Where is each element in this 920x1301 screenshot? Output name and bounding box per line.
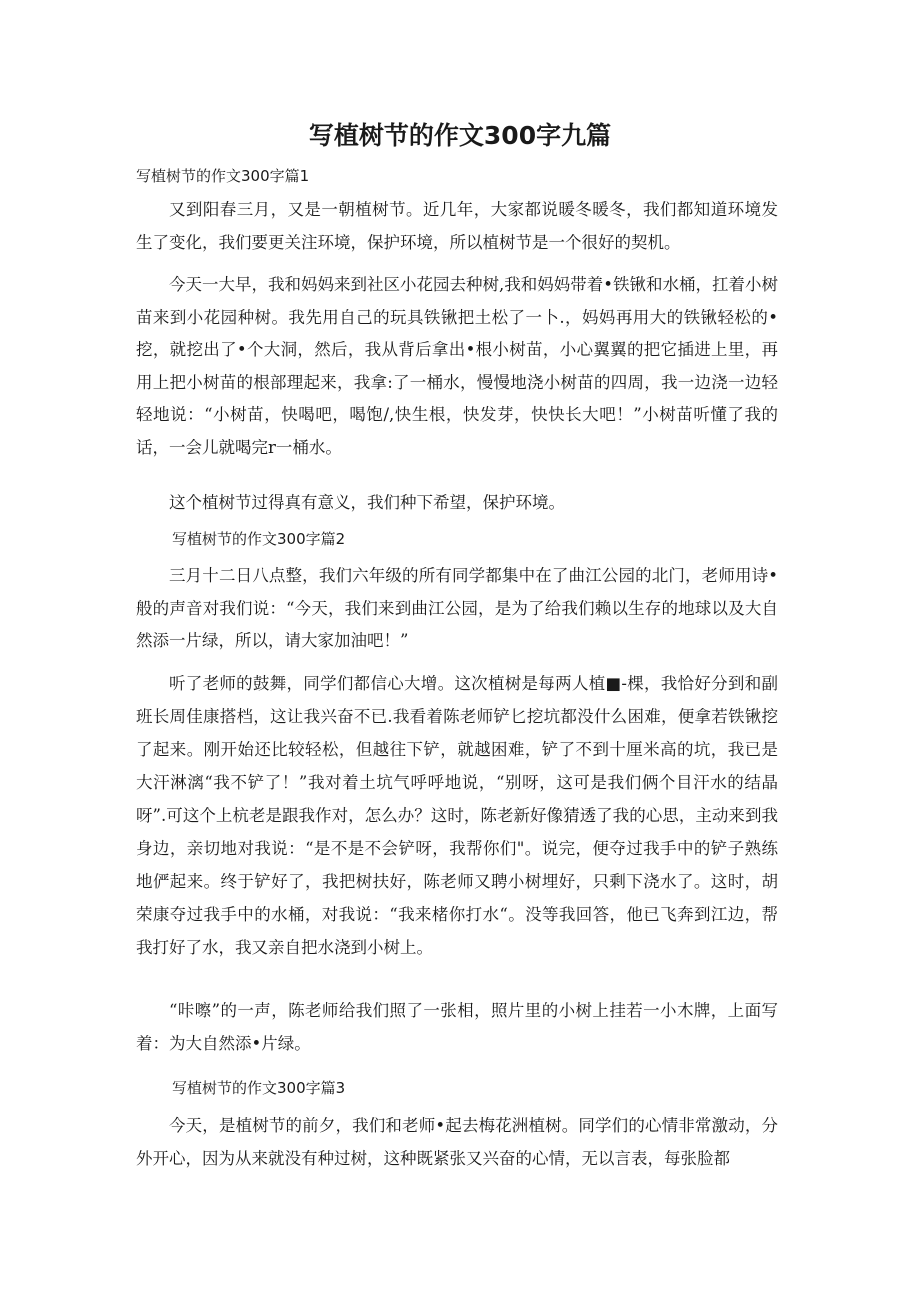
section-3-paragraph-1: 今天，是植树节的前夕，我们和老师•起去梅花洲植树。同学们的心情非常激动，分外开心，因为从来就没有种过树，这种既紧张又兴奋的心情，无以言表，每张脸都 (136, 1116, 778, 1168)
section-1-paragraph-2: 今天一大早，我和妈妈来到社区小花园去种树,我和妈妈带着•铁锹和水桶，扛着小树苗来到小花园种树。我先用自己的玩具铁锹把土松了一卜.，妈妈再用大的铁锹轻松的•挖，就挖出了•个大洞，然后，我从背后拿出•根小树苗，小心翼翼的把它插进上里，再用上把小树苗的根部理起来，我拿:了一桶水，慢慢地浇小树苗的四周，我一边浇一边轻轻地说：“小树苗，快喝吧，喝饱/,快生根，快发芽，快快长大吧！”小树苗听懂了我的话，一会儿就喝完r一桶水。 (136, 275, 778, 457)
section-2-paragraph-2: 听了老师的鼓舞，同学们都信心大增。这次植树是每两人植■-棵，我恰好分到和副班长周佳康搭档，这让我兴奋不已.我看着陈老师铲匕挖坑都没什么困难，便拿若铁锹挖了起来。刚开始还比较轻松，但越往下铲，就越困难，铲了不到十厘米高的坑，我已是大汗淋漓“我不铲了！”我对着土坑气呼呼地说，“别呀，这可是我们俩个目汗水的结晶呀”.可这个上杭老是跟我作对，怎么办？这时，陈老新好像猜透了我的心思，主动来到我身边，亲切地对我说：“是不是不会铲呀，我帮你们"。说完，便夺过我手中的铲子熟练地俨起来。终于铲好了，我把树扶好，陈老师又聘小树埋好，只剩下浇水了。这时，胡荣康夺过我手中的水桶，对我说：“我来楮你打水“。没等我回答，他已飞奔到江边，帮我打好了水，我又亲自把水浇到小树上。 (136, 674, 778, 957)
section-2-heading: 写植树节的作文300字篇2 (172, 530, 346, 548)
section-1-paragraph-3: 这个植树节过得真有意义，我们种下希望，保护环境。 (169, 493, 565, 512)
section-1-heading: 写植树节的作文300字篇1 (136, 167, 310, 185)
document-title: 写植树节的作文300字九篇 (308, 121, 612, 150)
section-1-paragraph-1: 又到阳春三月，又是一朝植树节。近几年，大家都说暖冬暖冬，我们都知道环境发生了变化，我们要更关注环境，保护环境，所以植树节是一个很好的契机。 (136, 200, 778, 252)
section-2-paragraph-3: “咔嚓”的一声，陈老师给我们照了一张相，照片里的小树上挂若一小木牌，上面写着：为大自然添•片绿。 (136, 1001, 778, 1053)
section-2-paragraph-1: 三月十二日八点整，我们六年级的所有同学都集中在了曲江公园的北门，老师用诗•般的声音对我们说：“今天，我们来到曲江公园，是为了给我们赖以生存的地球以及大自然添一片绿，所以，请大家加油吧！” (136, 566, 778, 651)
section-3-heading: 写植树节的作文300字篇3 (172, 1079, 346, 1097)
